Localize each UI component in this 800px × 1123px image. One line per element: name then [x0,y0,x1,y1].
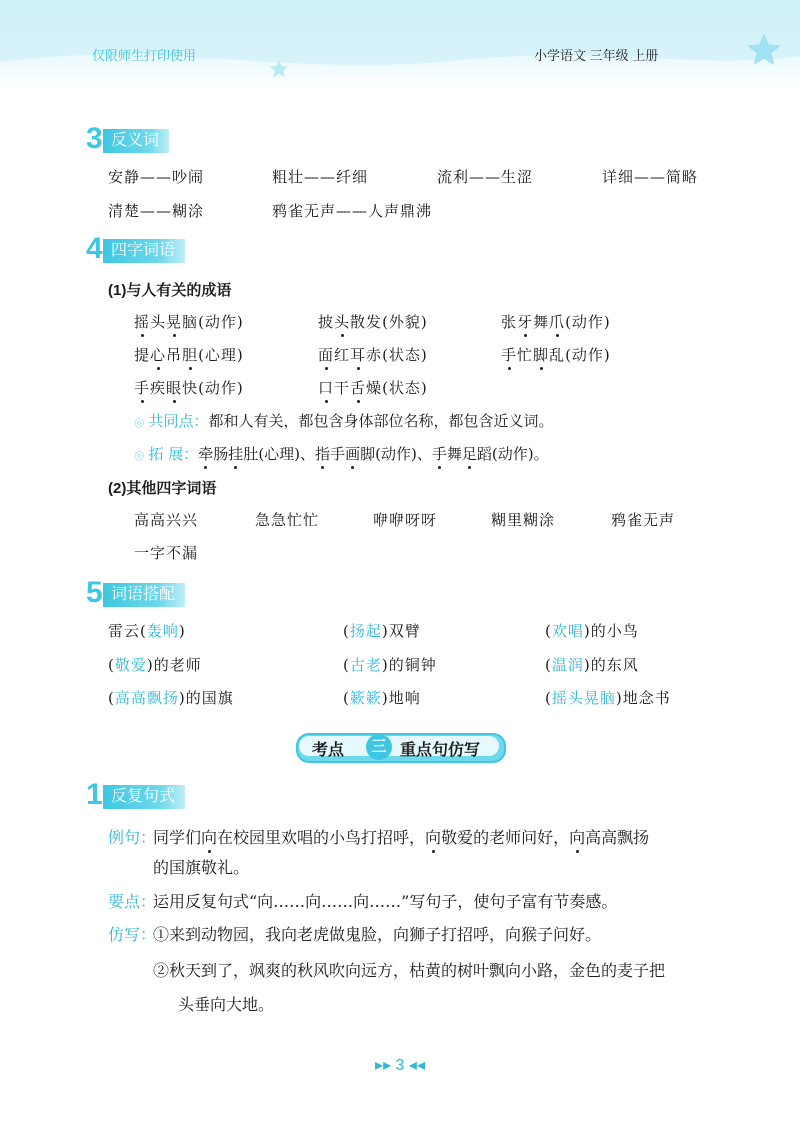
section-number: 5 [86,576,103,609]
example-label: 例句： [108,830,157,847]
collocation-item: (温润)的东风 [545,656,639,674]
example-sentence: 同学们向在校园里欢唱的小鸟打招呼，向敬爱的老师问好，向高高飘扬 [153,828,650,847]
section-number: 3 [86,122,103,155]
idiom-item: 手疾眼快(动作) [134,379,244,397]
antonym-pair: 流利——生涩 [437,168,534,186]
collocation-item: (高高飘扬)的国旗 [108,689,234,707]
idiom-word: 高高兴兴 [134,511,199,529]
idiom-item: 披头散发(外貌) [318,313,428,331]
collocation-item: (古老)的铜钟 [343,656,437,674]
section-title: 反复句式 [103,785,185,809]
antonym-pair: 安静——吵闹 [108,168,205,186]
common-point-note: ◎ 共同点：都和人有关，都包含身体部位名称，都包含近义词。 [134,412,554,430]
imitate-sentence-cont: 头垂向大地。 [178,995,275,1014]
section-title: 词语搭配 [103,583,185,607]
idiom-word: 鸦雀无声 [611,511,676,529]
circle-bullet-icon: ◎ [134,448,145,462]
collocation-item: (扬起)双臂 [343,622,421,640]
kaodian-banner [296,733,506,763]
key-point-text: 运用反复句式“向……向……向……”写句子，使句子富有节奏感。 [153,892,618,911]
imitate-sentence: ①来到动物园，我向老虎做鬼脸，向狮子打招呼，向猴子问好。 [153,925,602,944]
key-label: 要点： [108,894,157,911]
example-sentence-cont: 的国旗敬礼。 [153,858,250,877]
page-number: ▸▸ 3 ◂◂ [375,1057,425,1074]
antonym-pair: 粗壮——纤细 [272,168,369,186]
section-number: 1 [86,778,103,811]
idiom-item: 手忙脚乱(动作) [501,346,611,364]
subsection-title: (1)与人有关的成语 [108,282,232,299]
collocation-item: 雷云(轰响) [108,622,186,640]
section-title: 四字词语 [103,239,185,263]
section-title: 反义词 [103,129,169,153]
subsection-title: (2)其他四字词语 [108,480,217,497]
imitate-sentence: ②秋天到了，飒爽的秋风吹向远方，枯黄的树叶飘向小路，金色的麦子把 [153,961,666,980]
banner-label: 考点 [312,742,345,759]
idiom-word: 一字不漏 [134,544,199,562]
idiom-word: 糊里糊涂 [491,511,556,529]
book-info: 小学语文 三年级 上册 [534,48,659,63]
collocation-item: (敬爱)的老师 [108,656,202,674]
idiom-item: 摇头晃脑(动作) [134,313,244,331]
idiom-word: 急急忙忙 [255,511,320,529]
antonym-pair: 详细——简略 [602,168,699,186]
collocation-item: (欢唱)的小鸟 [545,622,639,640]
right-arrow-icon: ◂◂ [408,1057,425,1074]
banner-number: 三 [366,734,392,760]
banner-title: 重点句仿写 [400,742,481,759]
extension-note: ◎ 拓 展：牵肠挂肚(心理)、指手画脚(动作)、手舞足蹈(动作)。 [134,445,549,463]
idiom-word: 咿咿呀呀 [373,511,438,529]
idiom-item: 张牙舞爪(动作) [501,313,611,331]
idiom-item: 面红耳赤(状态) [318,346,428,364]
imitate-label: 仿写： [108,927,157,944]
idiom-item: 提心吊胆(心理) [134,346,244,364]
collocation-item: (摇头晃脑)地念书 [545,689,671,707]
antonym-pair: 清楚——糊涂 [108,202,205,220]
circle-bullet-icon: ◎ [134,415,145,429]
section-number: 4 [86,232,103,265]
left-arrow-icon: ▸▸ [375,1057,392,1074]
idiom-item: 口干舌燥(状态) [318,379,428,397]
collocation-item: (簌簌)地响 [343,689,421,707]
antonym-pair: 鸦雀无声——人声鼎沸 [272,202,433,220]
star-icon [744,30,784,70]
print-notice: 仅限师生打印使用 [92,48,197,63]
star-icon [268,58,290,80]
